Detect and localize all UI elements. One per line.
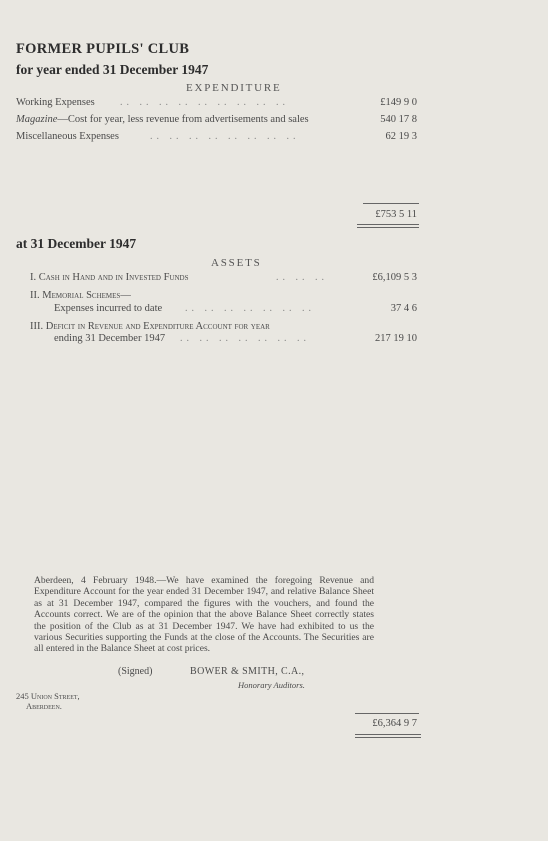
- asset-amount: 37 4 6: [390, 303, 417, 314]
- address-line: Aberdeen.: [26, 701, 62, 711]
- total-double-rule: [355, 737, 421, 738]
- asset-number: III.: [30, 321, 44, 332]
- asset-number: II.: [30, 290, 40, 301]
- magazine-label: Magazine: [16, 114, 58, 125]
- leader-dots: .. .. .. .. .. .. .. .. ..: [120, 97, 289, 108]
- asset-amount: 217 19 10: [375, 333, 417, 344]
- expenditure-heading: EXPENDITURE: [186, 82, 282, 94]
- asset-label: Memorial Schemes—: [42, 290, 131, 301]
- assets-date-title: at 31 December 1947: [16, 236, 137, 251]
- signed-label: (Signed): [118, 666, 153, 677]
- asset-row: [30, 290, 131, 301]
- magazine-description: —Cost for year, less revenue from advertisements and sales: [57, 114, 309, 125]
- total-double-rule: [357, 227, 419, 228]
- asset-sublabel: Expenses incurred to date: [54, 303, 163, 314]
- club-title: FORMER PUPILS' CLUB: [16, 41, 190, 57]
- leader-dots: .. .. .. .. .. .. ..: [185, 303, 315, 314]
- period-title: for year ended 31 December 1947: [16, 62, 209, 77]
- asset-amount: £6,109 5 3: [372, 272, 417, 283]
- expenditure-row-amount: 62 19 3: [385, 131, 417, 142]
- expenditure-row-label: Miscellaneous Expenses: [16, 131, 119, 142]
- expenditure-row-amount: 540 17 8: [380, 114, 417, 125]
- total-double-rule: [357, 224, 419, 225]
- asset-number: I.: [30, 272, 37, 283]
- leader-dots: .. .. .. .. .. .. .. ..: [150, 131, 300, 142]
- auditor-firm: BOWER & SMITH, C.A.,: [190, 666, 305, 677]
- address-line: 245 Union Street,: [16, 691, 80, 701]
- auditors-statement: Aberdeen, 4 February 1948.—We have examined the foregoing Revenue and Expenditure Account for the year ended 31 December 1947, and relative Balance Sheet as at 31 December 1947, compared the figures with the vouchers, and found the Accounts correct. We are of the opinion that the above Balance Sheet correctly states the position of the Club as at 31 December 1947. We have had exhibited to us the various Securities supporting the Funds at the close of the Accounts. The Securities are all entered in the Balance Sheet at cost prices.: [34, 575, 374, 655]
- total-rule: [355, 713, 419, 714]
- total-double-rule: [355, 734, 421, 735]
- auditor-role: Honorary Auditors.: [238, 680, 305, 690]
- asset-sublabel: ending 31 December 1947: [54, 333, 166, 344]
- asset-label: Cash in Hand and in Invested Funds: [38, 272, 189, 283]
- leader-dots: .. .. .. .. .. .. ..: [180, 333, 310, 344]
- expenditure-row-label: [16, 114, 309, 125]
- asset-row: [30, 321, 270, 332]
- assets-heading: ASSETS: [211, 257, 262, 269]
- expenditure-total: £753 5 11: [375, 209, 417, 220]
- total-rule: [363, 203, 419, 204]
- expenditure-row-amount: £149 9 0: [380, 97, 417, 108]
- expenditure-row-label: Working Expenses: [16, 97, 95, 108]
- assets-total: £6,364 9 7: [372, 718, 417, 729]
- asset-row: [30, 272, 188, 283]
- asset-label: Deficit in Revenue and Expenditure Account for year: [45, 321, 270, 332]
- leader-dots: .. .. ..: [276, 272, 328, 283]
